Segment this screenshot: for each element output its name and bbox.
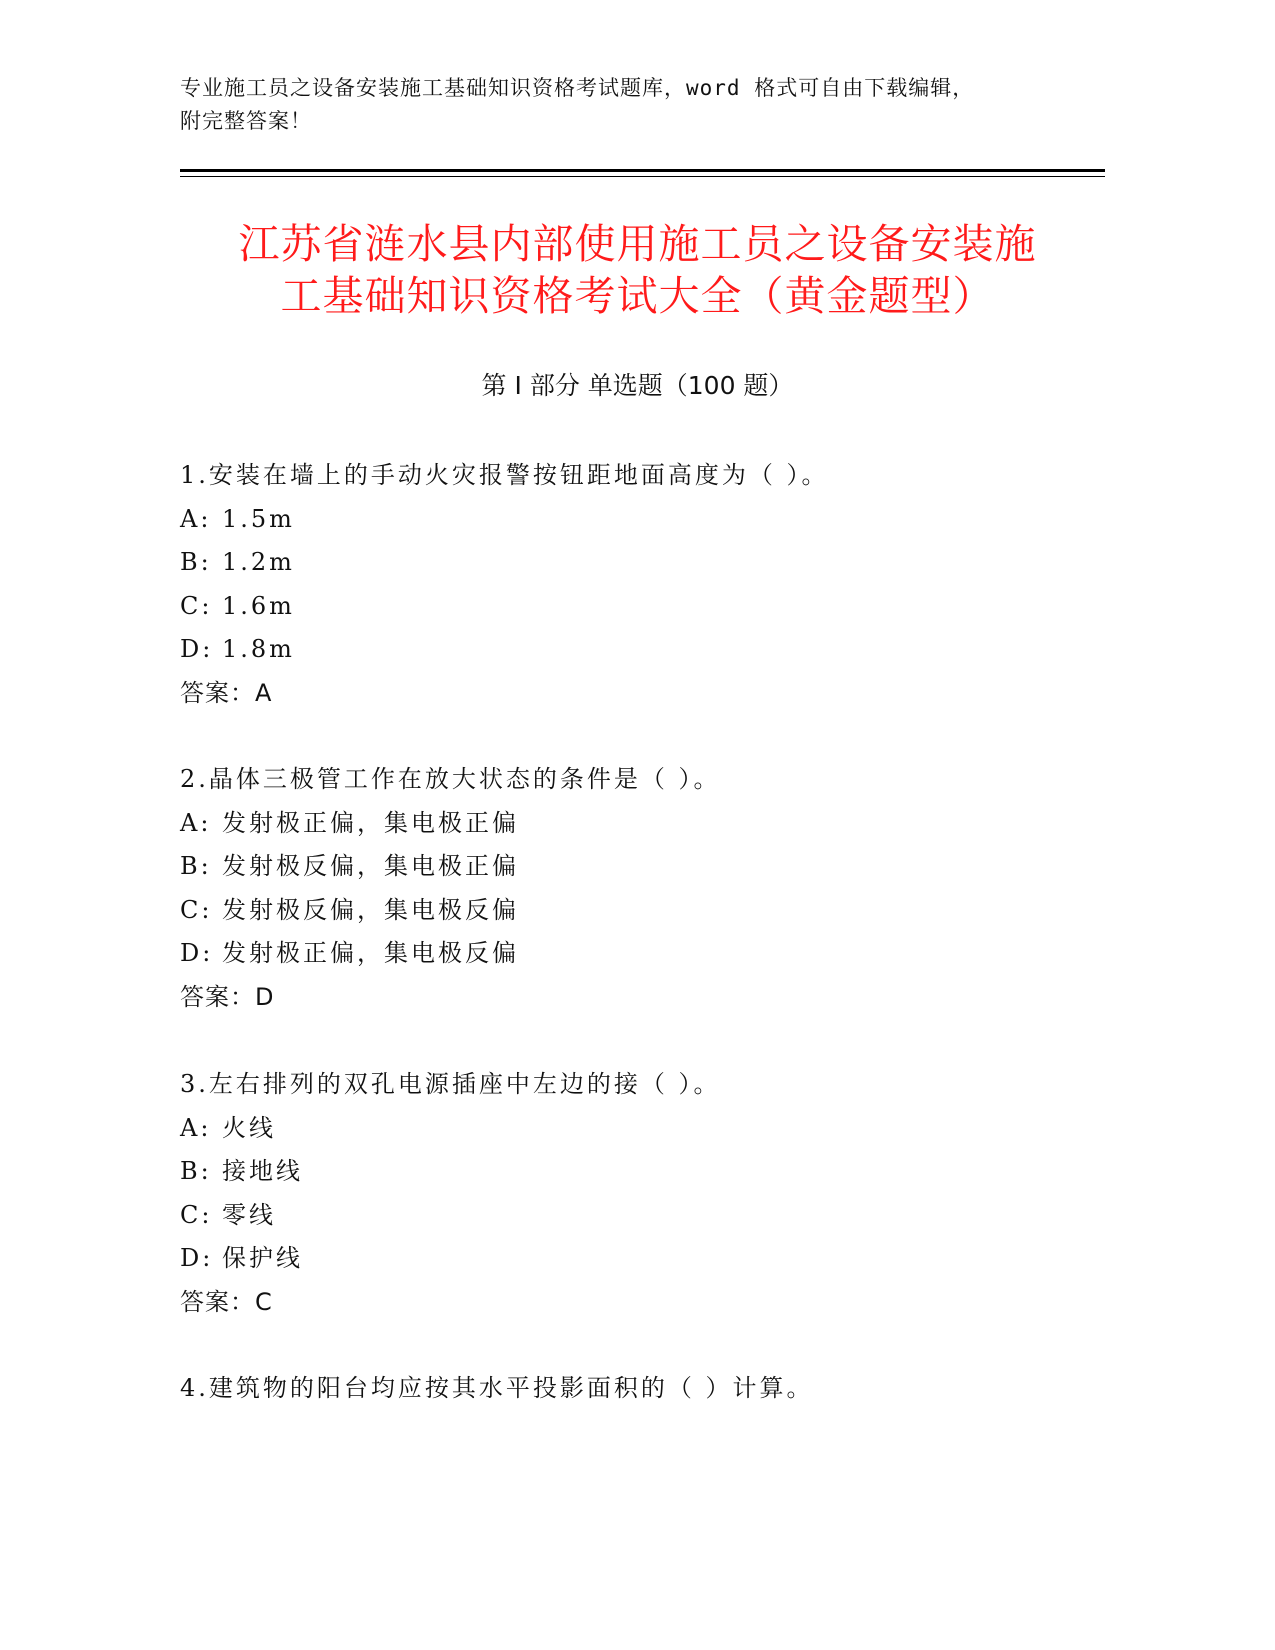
answer-label: 答案：A	[180, 678, 273, 707]
option-text: 1.5m	[222, 504, 295, 533]
option-c	[180, 585, 1105, 629]
question-2	[180, 758, 1105, 1019]
option-d	[180, 1237, 1105, 1281]
option-b	[180, 1150, 1105, 1194]
option-letter: B:	[180, 548, 212, 576]
question-4	[180, 1367, 1105, 1411]
question-stem: 3.左右排列的双孔电源插座中左边的接（ ）。	[180, 1070, 721, 1098]
question-stem: 1.安装在墙上的手动火灾报警按钮距地面高度为（ ）。	[180, 461, 829, 489]
document-title	[140, 218, 1135, 322]
option-text: 保护线	[222, 1244, 303, 1272]
option-letter: B:	[180, 852, 212, 880]
option-text: 1.8m	[222, 635, 295, 663]
option-letter: A:	[180, 808, 212, 837]
option-letter: C:	[180, 1200, 213, 1229]
question-1	[180, 454, 1105, 715]
option-a	[180, 1107, 1105, 1151]
document-title-line-2: 工基础知识资格考试大全（黄金题型）	[280, 272, 995, 320]
header-note	[180, 72, 1060, 138]
option-text: 1.2m	[222, 548, 295, 576]
option-letter: D:	[180, 939, 214, 967]
option-letter: D:	[180, 635, 214, 663]
option-letter: B:	[180, 1157, 212, 1185]
option-letter: A:	[180, 1113, 212, 1142]
question-stem: 2.晶体三极管工作在放大状态的条件是（ ）。	[180, 765, 721, 793]
header-divider-thin	[180, 176, 1105, 177]
option-letter: A:	[180, 504, 212, 533]
option-letter: C:	[180, 895, 213, 924]
option-d	[180, 932, 1105, 976]
option-text: 发射极正偏，集电极正偏	[222, 808, 519, 837]
option-text: 零线	[222, 1200, 276, 1229]
option-a	[180, 498, 1105, 542]
option-text: 发射极反偏，集电极反偏	[222, 895, 519, 924]
header-note-line-2: 附完整答案！	[180, 109, 312, 133]
answer-label: 答案：D	[180, 982, 275, 1011]
option-a	[180, 802, 1105, 846]
header-divider-thick	[180, 169, 1105, 172]
question-3	[180, 1063, 1105, 1324]
option-text: 接地线	[222, 1157, 303, 1185]
section-title: 第 I 部分 单选题（100 题）	[481, 371, 794, 400]
option-text: 1.6m	[222, 591, 295, 620]
question-stem: 4.建筑物的阳台均应按其水平投影面积的（ ）计算。	[180, 1374, 814, 1402]
option-text: 发射极反偏，集电极正偏	[222, 852, 519, 880]
option-c	[180, 1194, 1105, 1238]
option-text: 发射极正偏，集电极反偏	[222, 939, 519, 967]
document-title-line-1: 江苏省涟水县内部使用施工员之设备安装施	[238, 220, 1037, 268]
option-c	[180, 889, 1105, 933]
option-b	[180, 541, 1105, 585]
option-letter: C:	[180, 591, 213, 620]
answer-label: 答案：C	[180, 1287, 273, 1316]
option-text: 火线	[222, 1113, 276, 1142]
option-d	[180, 628, 1105, 672]
option-b	[180, 845, 1105, 889]
header-note-line-1: 专业施工员之设备安装施工基础知识资格考试题库，word 格式可自由下载编辑，	[180, 76, 975, 100]
option-letter: D:	[180, 1244, 214, 1272]
